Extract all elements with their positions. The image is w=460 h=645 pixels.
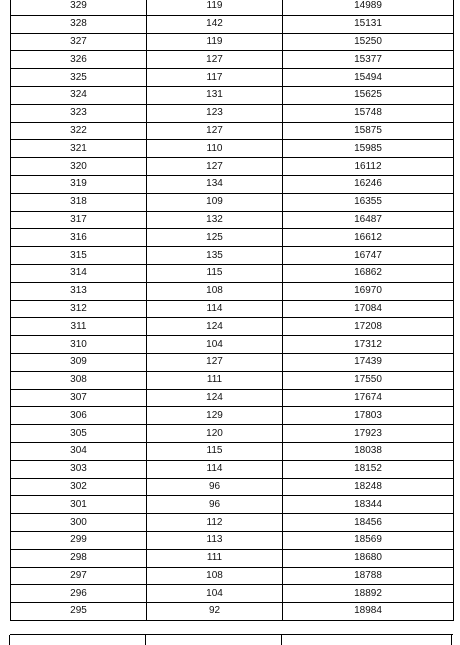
table-row: [11, 33, 454, 51]
score-cell: 328: [11, 15, 147, 33]
count-cell: 96: [147, 478, 283, 496]
score-cell: 327: [11, 33, 147, 51]
table-row: [11, 425, 454, 443]
cumulative-cell: 16862: [283, 264, 454, 282]
cumulative-cell: 15131: [283, 15, 454, 33]
count-cell: 120: [147, 425, 283, 443]
count-cell: 110: [147, 140, 283, 158]
table-row: [11, 603, 454, 621]
table-row: [11, 15, 454, 33]
cumulative-cell: 15625: [283, 86, 454, 104]
score-cell: 306: [11, 407, 147, 425]
score-cell: 313: [11, 282, 147, 300]
table-border-tick: [281, 635, 282, 645]
table-row: [11, 514, 454, 532]
score-cell: 316: [11, 229, 147, 247]
cumulative-cell: 16487: [283, 211, 454, 229]
cumulative-cell: 17923: [283, 425, 454, 443]
score-cell: 311: [11, 318, 147, 336]
score-cell: 305: [11, 425, 147, 443]
score-cell: 318: [11, 193, 147, 211]
table-row: [11, 585, 454, 603]
table-row: [11, 0, 454, 15]
cumulative-cell: 16112: [283, 158, 454, 176]
table-border-tick: [145, 635, 146, 645]
count-cell: 92: [147, 603, 283, 621]
table-row: [11, 69, 454, 87]
cumulative-cell: 17550: [283, 371, 454, 389]
table-row: [11, 86, 454, 104]
cumulative-cell: 15748: [283, 104, 454, 122]
count-cell: 108: [147, 282, 283, 300]
cumulative-cell: 18569: [283, 531, 454, 549]
score-cell: 309: [11, 353, 147, 371]
score-cell: 295: [11, 603, 147, 621]
count-cell: 127: [147, 51, 283, 69]
table-row: [11, 104, 454, 122]
cumulative-cell: 18152: [283, 460, 454, 478]
count-cell: 104: [147, 336, 283, 354]
score-cell: 296: [11, 585, 147, 603]
cumulative-cell: 16246: [283, 175, 454, 193]
count-cell: 114: [147, 300, 283, 318]
score-cell: 297: [11, 567, 147, 585]
score-cell: 317: [11, 211, 147, 229]
table-row: [11, 140, 454, 158]
count-cell: 115: [147, 442, 283, 460]
score-cell: 321: [11, 140, 147, 158]
cumulative-cell: 17439: [283, 353, 454, 371]
table-row: [11, 264, 454, 282]
count-cell: 124: [147, 318, 283, 336]
cumulative-cell: 18456: [283, 514, 454, 532]
cumulative-cell: 15377: [283, 51, 454, 69]
count-cell: 125: [147, 229, 283, 247]
count-cell: 131: [147, 86, 283, 104]
cumulative-cell: 18892: [283, 585, 454, 603]
table-row: [11, 371, 454, 389]
table-row: [11, 175, 454, 193]
cumulative-cell: 15494: [283, 69, 454, 87]
count-cell: 112: [147, 514, 283, 532]
table-row: [11, 282, 454, 300]
table-row: [11, 158, 454, 176]
score-cell: 304: [11, 442, 147, 460]
table-row: [11, 407, 454, 425]
count-cell: 142: [147, 15, 283, 33]
score-cell: 320: [11, 158, 147, 176]
table-row: [11, 247, 454, 265]
next-table-top-edge: [10, 634, 453, 644]
count-cell: 111: [147, 371, 283, 389]
table-row: [11, 51, 454, 69]
score-cell: 298: [11, 549, 147, 567]
table-row: [11, 193, 454, 211]
count-cell: 132: [147, 211, 283, 229]
cumulative-cell: 17312: [283, 336, 454, 354]
table-row: [11, 478, 454, 496]
score-cell: 310: [11, 336, 147, 354]
score-cell: 300: [11, 514, 147, 532]
count-cell: 113: [147, 531, 283, 549]
score-cell: 312: [11, 300, 147, 318]
cumulative-cell: 17674: [283, 389, 454, 407]
table-row: [11, 389, 454, 407]
score-cell: 301: [11, 496, 147, 514]
table-row: [11, 300, 454, 318]
score-cell: 323: [11, 104, 147, 122]
table-row: [11, 496, 454, 514]
score-cell: 307: [11, 389, 147, 407]
cumulative-cell: 16612: [283, 229, 454, 247]
count-cell: 115: [147, 264, 283, 282]
cumulative-cell: 17084: [283, 300, 454, 318]
cumulative-cell: 14989: [283, 0, 454, 15]
score-cell: 315: [11, 247, 147, 265]
count-cell: 129: [147, 407, 283, 425]
cumulative-cell: 18984: [283, 603, 454, 621]
cumulative-cell: 18038: [283, 442, 454, 460]
score-cell: 314: [11, 264, 147, 282]
score-cell: 299: [11, 531, 147, 549]
cumulative-cell: 18344: [283, 496, 454, 514]
cumulative-cell: 15875: [283, 122, 454, 140]
cumulative-cell: 15250: [283, 33, 454, 51]
count-cell: 127: [147, 353, 283, 371]
count-cell: 114: [147, 460, 283, 478]
count-cell: 111: [147, 549, 283, 567]
table-row: [11, 336, 454, 354]
table-body: [11, 0, 454, 620]
table-border-tick: [9, 635, 10, 645]
cumulative-cell: 18248: [283, 478, 454, 496]
table-row: [11, 318, 454, 336]
score-cell: 319: [11, 175, 147, 193]
cumulative-cell: 17803: [283, 407, 454, 425]
count-cell: 127: [147, 122, 283, 140]
count-cell: 104: [147, 585, 283, 603]
table-row: [11, 567, 454, 585]
cumulative-cell: 18788: [283, 567, 454, 585]
count-cell: 134: [147, 175, 283, 193]
count-cell: 96: [147, 496, 283, 514]
score-cell: 322: [11, 122, 147, 140]
count-cell: 127: [147, 158, 283, 176]
table-row: [11, 353, 454, 371]
count-cell: 124: [147, 389, 283, 407]
count-cell: 108: [147, 567, 283, 585]
score-cell: 326: [11, 51, 147, 69]
table-row: [11, 229, 454, 247]
score-cell: 324: [11, 86, 147, 104]
score-cell: 303: [11, 460, 147, 478]
score-cell: 329: [11, 0, 147, 15]
score-cell: 302: [11, 478, 147, 496]
cumulative-cell: 16355: [283, 193, 454, 211]
table-border-tick: [451, 635, 452, 645]
cumulative-cell: 16970: [283, 282, 454, 300]
table-row: [11, 549, 454, 567]
score-distribution-table: [10, 0, 454, 621]
count-cell: 117: [147, 69, 283, 87]
count-cell: 119: [147, 33, 283, 51]
count-cell: 119: [147, 0, 283, 15]
cumulative-cell: 17208: [283, 318, 454, 336]
count-cell: 135: [147, 247, 283, 265]
table-row: [11, 122, 454, 140]
count-cell: 123: [147, 104, 283, 122]
table-row: [11, 211, 454, 229]
score-cell: 308: [11, 371, 147, 389]
cumulative-cell: 18680: [283, 549, 454, 567]
table-row: [11, 531, 454, 549]
table-row: [11, 460, 454, 478]
table-row: [11, 442, 454, 460]
cumulative-cell: 15985: [283, 140, 454, 158]
score-cell: 325: [11, 69, 147, 87]
count-cell: 109: [147, 193, 283, 211]
cumulative-cell: 16747: [283, 247, 454, 265]
score-table-page: [10, 0, 453, 621]
